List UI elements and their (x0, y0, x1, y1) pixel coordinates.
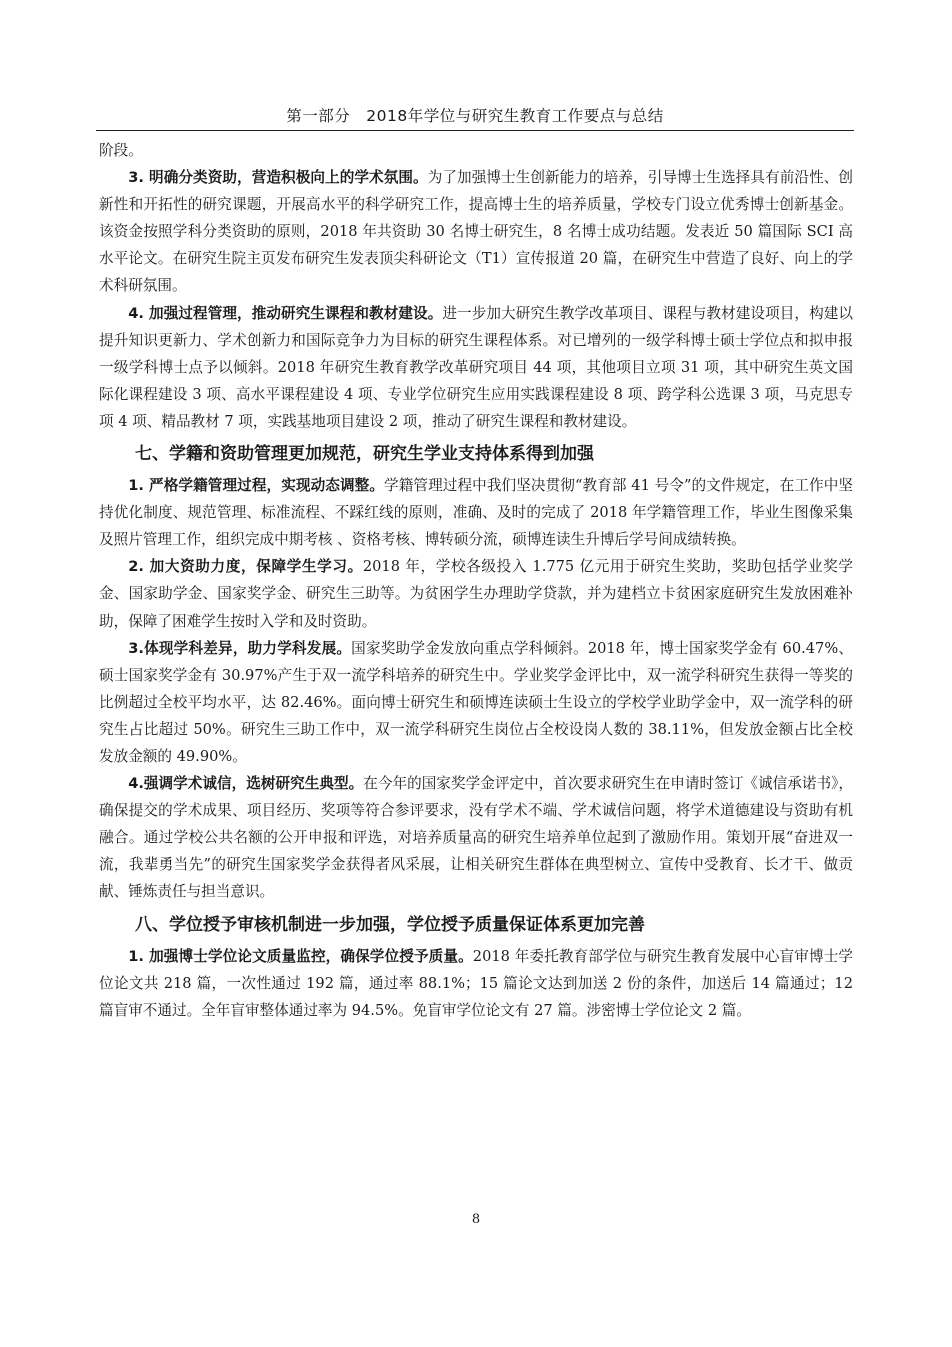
paragraph-text: 2018 年，学校各级投入 1.775 亿元用于研究生奖助，奖助包括学业奖学金、国家助学金、国家奖学金、研究生三助等。为贫困学生办理助学贷款，并为建档立卡贫困家庭研究生发放困难补助，保障了困难学生按时入学和及时资助。 (99, 558, 854, 630)
section-heading-8: 八、学位授予审核机制进一步加强，学位授予质量保证体系更加完善 (135, 914, 645, 935)
paragraph-thesis-quality (99, 943, 853, 1024)
paragraph-integrity (99, 770, 853, 905)
page-body (99, 137, 853, 1024)
paragraph-text: 为了加强博士生创新能力的培养，引导博士生选择具有前沿性、创新性和开拓性的研究课题，开展高水平的科学研究工作，提高博士生的培养质量，学校专门设立优秀博士创新基金。该资金按照学科分类资助的原则，2018 年共资助 30 名博士研究生，8 名博士成功结题。发表近 50 篇国际 SCI 高水平论文。在研究生院主页发布研究生发表顶尖科研论文（T1）宣传报道 20 篇，在研究生中营造了良好、向上的学术科研氛围。 (99, 169, 853, 295)
paragraph-text: 2018 年委托教育部学位与研究生教育发展中心盲审博士学位论文共 218 篇，一次性通过 192 篇，通过率 88.1%；15 篇论文达到加送 2 份的条件，加送后 14 篇通过；12 篇盲审不通过。全年盲审整体通过率为 94.5%。免盲审学位论文有 27 篇。涉密博士学位论文 2 篇。 (99, 947, 853, 1019)
paragraph-enrollment (99, 472, 853, 553)
paragraph-lead: 3.体现学科差异，助力学科发展。 (128, 639, 352, 657)
page-number: 8 (471, 1212, 481, 1227)
paragraph-lead: 2. 加大资助力度，保障学生学习。 (128, 558, 363, 576)
paragraph-lead: 4.强调学术诚信，选树研究生典型。 (128, 775, 364, 793)
paragraph-lead: 4. 加强过程管理，推动研究生课程和教材建设。 (128, 304, 443, 322)
paragraph-text: 阶段。 (99, 142, 143, 159)
paragraph-text: 国家奖助学金发放向重点学科倾斜。2018 年，博士国家奖学金有 60.47%、硕士国家奖学金有 30.97%产生于双一流学科培养的研究生中。学业奖学金评比中，双一流学科研究生获得一等奖的比例超过全校平均水平，达 82.46%。面向博士研究生和硕博连读硕士生设立的学校学业助学金中，双一流学科的研究生占比超过 50%。研究生三助工作中，双一流学科研究生岗位占全校设岗人数的 38.11%，但发放金额占比全校发放金额的 49.90%。 (99, 639, 853, 765)
paragraph-text: 在今年的国家奖学金评定中，首次要求研究生在申请时签订《诚信承诺书》，确保提交的学术成果、项目经历、奖项等符合参评要求，没有学术不端、学术诚信问题，将学术道德建设与资助有机融合。通过学校公共名额的公开申报和评选，对培养质量高的研究生培养单位起到了激励作用。策划开展“奋进双一流，我辈勇当先”的研究生国家奖学金获得者风采展，让相关研究生群体在典型树立、宣传中受教育、长才干、做贡献、锤炼责任与担当意识。 (99, 775, 854, 901)
paragraph-process-management (99, 300, 853, 435)
paragraph-funding (99, 164, 853, 299)
paragraph-continuation (99, 137, 853, 164)
paragraph-text: 进一步加大研究生教学改革项目、课程与教材建设项目，构建以提升知识更新力、学术创新力和国际竞争力为目标的研究生课程体系。对已增列的一级学科博士硕士学位点和拟申报一级学科博士点予以倾斜。2018 年研究生教育教学改革研究项目 44 项，其他项目立项 31 项，其中研究生英文国际化课程建设 3 项、高水平课程建设 4 项、专业学位研究生应用实践课程建设 8 项、跨学科公选课 3 项，马克思专项 4 项、精品教材 7 项，实践基地项目建设 2 项，推动了研究生课程和教材建设。 (99, 304, 853, 430)
header-rule (96, 130, 854, 131)
paragraph-discipline (99, 635, 853, 770)
running-header: 第一部分 2018年学位与研究生教育工作要点与总结 (286, 107, 664, 125)
paragraph-lead: 1. 加强博士学位论文质量监控，确保学位授予质量。 (128, 947, 473, 965)
paragraph-text: 学籍管理过程中我们坚决贯彻“教育部 41 号令”的文件规定，在工作中坚持优化制度、规范管理、标准流程、不踩红线的原则，准确、及时的完成了 2018 年学籍管理工作，毕业生图像采集及照片管理工作，组织完成中期考核 、资格考核、博转硕分流，硕博连读生升博后学号间成绩转换。 (99, 477, 853, 549)
paragraph-aid (99, 553, 853, 634)
paragraph-lead: 3. 明确分类资助，营造积极向上的学术氛围。 (128, 169, 428, 187)
paragraph-lead: 1. 严格学籍管理过程，实现动态调整。 (128, 477, 385, 495)
section-heading-7: 七、学籍和资助管理更加规范，研究生学业支持体系得到加强 (135, 444, 594, 465)
